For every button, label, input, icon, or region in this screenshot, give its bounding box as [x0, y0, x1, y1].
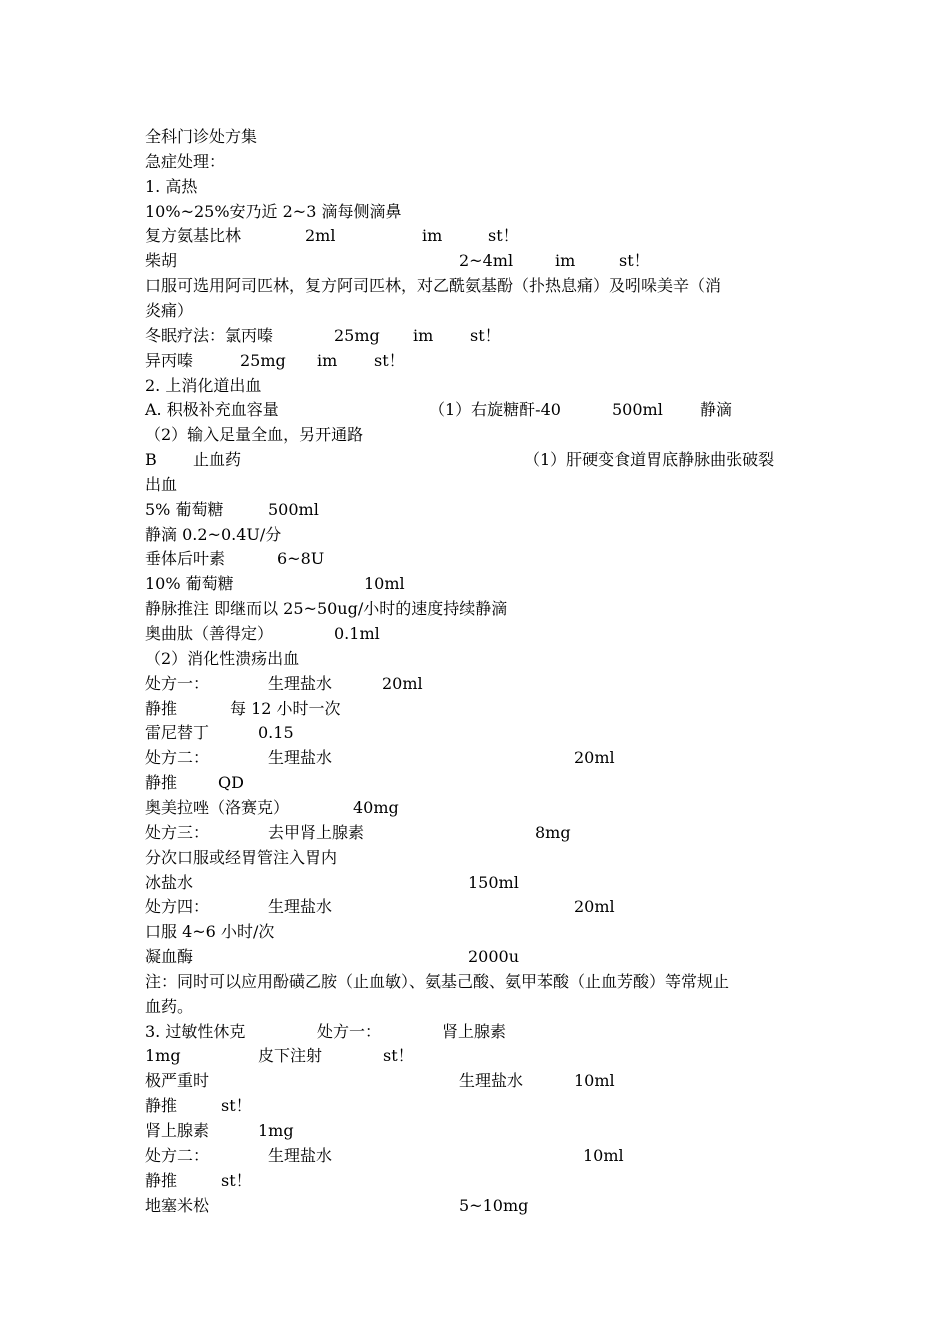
text-segment: 口服 4~6 小时/次	[145, 922, 275, 942]
text-segment: 20ml	[574, 897, 615, 917]
text-segment: 500ml	[612, 400, 663, 420]
text-segment: st！	[619, 251, 650, 271]
text-segment: 1. 高热	[145, 176, 198, 196]
text-segment: 异丙嗪	[145, 350, 194, 370]
text-segment: 注：同时可以应用酚磺乙胺（止血敏）、氨基己酸、氨甲苯酸（止血芳酸）等常规止	[145, 971, 730, 991]
text-segment: im	[317, 350, 338, 370]
text-segment: 150ml	[468, 872, 519, 892]
text-segment: im	[555, 251, 576, 271]
text-segment: 地塞米松	[145, 1195, 210, 1215]
text-segment: 生理盐水	[268, 1145, 333, 1165]
text-segment: 2~4ml	[459, 251, 514, 271]
text-segment: 5~10mg	[459, 1195, 529, 1215]
text-segment: 止血药	[193, 450, 242, 470]
text-segment: 口服可选用阿司匹林，复方阿司匹林，对乙酰氨基酚（扑热息痛）及吲哚美辛（消	[145, 276, 722, 296]
text-segment: 静推	[145, 1096, 178, 1116]
text-segment: 复方氨基比林	[145, 226, 242, 246]
text-segment: A. 积极补充血容量	[145, 400, 279, 420]
text-segment: im	[413, 325, 434, 345]
text-segment: 肾上腺素	[145, 1121, 210, 1140]
text-segment: 冬眠疗法：氯丙嗪	[145, 325, 274, 345]
text-segment: 3. 过敏性休克	[145, 1021, 246, 1041]
text-segment: 25mg	[240, 350, 286, 370]
text-segment: 凝血酶	[145, 947, 194, 967]
text-segment: 皮下注射	[258, 1046, 323, 1066]
text-segment: 全科门诊处方集	[145, 127, 258, 146]
text-segment: 静推	[145, 773, 178, 793]
text-segment: 8mg	[535, 822, 571, 842]
text-segment: 静推	[145, 698, 178, 718]
text-segment: 炎痛）	[145, 300, 194, 320]
text-segment: 静脉推注 即继而以 25~50ug/小时的速度持续静滴	[145, 599, 508, 619]
text-segment: 处方二：	[145, 748, 210, 768]
text-segment: 急症处理：	[145, 151, 226, 171]
text-segment: st！	[221, 1170, 252, 1190]
text-segment: 10ml	[574, 1071, 615, 1091]
text-segment: 肾上腺素	[442, 1021, 507, 1041]
text-segment: st！	[470, 325, 501, 345]
text-segment: （2）消化性溃疡出血	[145, 648, 300, 668]
text-segment: 10ml	[364, 574, 405, 594]
text-segment: 10ml	[583, 1145, 624, 1165]
text-segment: 5% 葡萄糖	[145, 499, 224, 519]
text-segment: 2. 上消化道出血	[145, 375, 262, 395]
text-segment: 6~8U	[277, 549, 325, 569]
text-segment: 10%~25%安乃近 2~3 滴每侧滴鼻	[145, 201, 402, 221]
text-segment: 去甲肾上腺素	[268, 822, 365, 842]
text-segment: 奥美拉唑（洛赛克）	[145, 797, 290, 817]
text-segment: B	[145, 450, 157, 470]
text-segment: 生理盐水	[268, 748, 333, 768]
text-segment: （1）右旋糖酐-40	[429, 400, 561, 420]
text-segment: st！	[488, 226, 519, 246]
text-segment: 柴胡	[145, 251, 178, 271]
text-segment: 极严重时	[145, 1071, 210, 1091]
text-segment: 静滴	[700, 400, 733, 420]
text-segment: 静推	[145, 1170, 178, 1190]
text-segment: （1）肝硬变食道胃底静脉曲张破裂	[524, 450, 775, 470]
text-segment: 血药。	[145, 996, 194, 1016]
text-segment: 生理盐水	[268, 897, 333, 917]
text-segment: 出血	[145, 474, 178, 494]
text-segment: 40mg	[353, 797, 399, 817]
text-segment: 20ml	[574, 748, 615, 768]
text-segment: 1mg	[258, 1121, 294, 1140]
text-segment: QD	[218, 773, 244, 793]
text-segment: 10% 葡萄糖	[145, 574, 234, 594]
text-segment: 生理盐水	[268, 673, 333, 693]
text-segment: 500ml	[268, 499, 319, 519]
text-segment: （2）输入足量全血，另开通路	[145, 425, 364, 445]
text-segment: 生理盐水	[459, 1071, 524, 1091]
text-segment: 0.15	[258, 723, 294, 743]
text-segment: 垂体后叶素	[145, 549, 226, 569]
text-segment: st！	[383, 1046, 414, 1066]
text-segment: st！	[374, 350, 405, 370]
text-segment: 1mg	[145, 1046, 181, 1066]
text-segment: 处方一：	[145, 673, 210, 693]
text-segment: 2ml	[305, 226, 336, 246]
text-segment: 25mg	[334, 325, 380, 345]
text-segment: 静滴 0.2~0.4U/分	[145, 524, 282, 544]
text-segment: 奥曲肽（善得定）	[145, 624, 274, 643]
text-segment: im	[422, 226, 443, 246]
text-segment: 处方四：	[145, 897, 210, 917]
text-segment: 雷尼替丁	[145, 723, 210, 743]
text-segment: 冰盐水	[145, 872, 194, 892]
text-segment: 处方三：	[145, 822, 210, 842]
text-segment: 每 12 小时一次	[230, 698, 341, 718]
text-segment: 2000u	[468, 947, 520, 967]
text-segment: st！	[221, 1096, 252, 1116]
text-segment: 分次口服或经胃管注入胃内	[145, 847, 338, 867]
text-segment: 20ml	[382, 673, 423, 693]
text-segment: 处方二：	[145, 1145, 210, 1165]
text-segment: 处方一：	[317, 1021, 382, 1041]
text-segment: 0.1ml	[334, 624, 380, 643]
